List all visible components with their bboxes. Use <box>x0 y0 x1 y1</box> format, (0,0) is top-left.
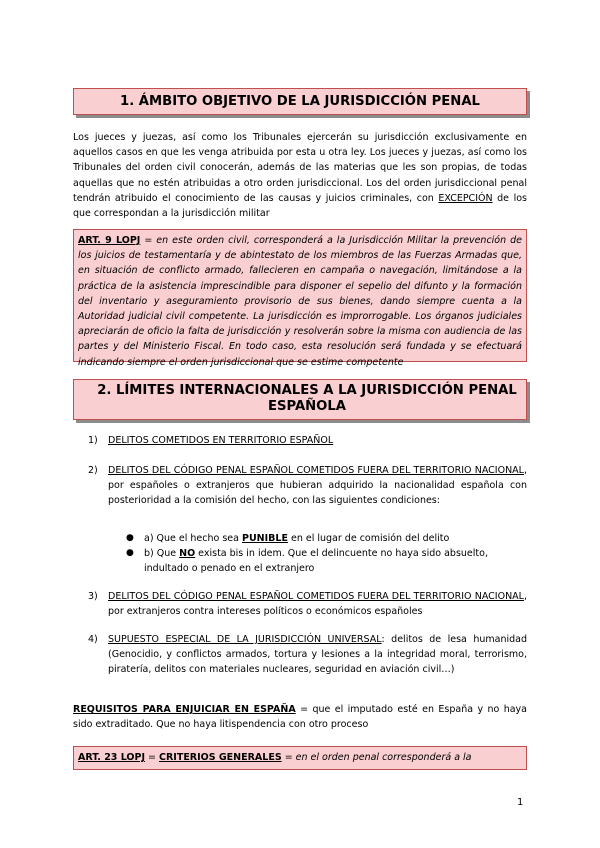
list-item-4 <box>108 632 527 678</box>
bullet-b-text-end: exista bis in idem. Que el delincuente no haya sido absuelto, indultado o penado en el extranjero <box>144 548 488 575</box>
section-1-heading-text: 1. ÁMBITO OBJETIVO DE LA JURISDICCIÓN PENAL <box>120 94 480 109</box>
requisitos-paragraph <box>73 702 527 732</box>
list-number-3: 3) <box>88 591 98 602</box>
requisitos-text: = que el imputado esté en España y no haya sido extraditado. Que no haya litispendencia con otro proceso <box>73 704 527 731</box>
list-item-3-text: , por extranjeros contra intereses políticos o económicos españoles <box>108 591 527 618</box>
bullet-a-keyword: PUNIBLE <box>242 533 288 544</box>
section-1-paragraph <box>73 130 527 221</box>
art-23-label: ART. 23 LOPJ <box>78 752 146 763</box>
list-item-1-title: DELITOS COMETIDOS EN TERRITORIO ESPAÑOL <box>108 435 334 446</box>
paragraph-text-end: de los que correspondan a la jurisdicción militar <box>73 192 527 220</box>
art-23-equals: = <box>145 752 160 763</box>
list-number-2: 2) <box>88 465 98 476</box>
list-item-1 <box>108 433 527 448</box>
bullet-b-keyword: NO <box>179 548 196 559</box>
list-item-2 <box>108 463 527 509</box>
keyword-excepcion: EXCEPCIÓN <box>438 192 493 204</box>
list-number-1: 1) <box>88 435 98 446</box>
bullet-icon-b: ● <box>126 548 134 558</box>
list-item-3 <box>108 589 527 619</box>
section-2-heading <box>73 379 527 420</box>
criterios-generales-label: CRITERIOS GENERALES <box>159 752 282 763</box>
list-item-4-title: SUPUESTO ESPECIAL DE LA JURISDICCIÓN UNIVERSAL <box>108 634 382 645</box>
bullet-icon-a: ● <box>126 533 134 543</box>
list-item-4-text: : delitos de lesa humanidad (Genocidio, y conflictos armados, tortura y lesiones a la integridad moral, terrorismo, piratería, delitos con materiales nucleares, seguridad en aviación civil…) <box>108 634 527 676</box>
page-number: 1 <box>517 797 524 808</box>
section-2-heading-text: 2. LÍMITES INTERNACIONALES A LA JURISDICCIÓN PENAL ESPAÑOLA <box>97 383 517 414</box>
art-23-text: = en el orden penal corresponderá a la <box>281 752 472 763</box>
list-item-2-text: , por españoles o extranjeros que hubieran adquirido la nacionalidad española con posterioridad a la comisión del hecho, con las siguientes condiciones: <box>108 465 527 507</box>
section-1-heading <box>73 88 527 115</box>
art-9-label: ART. 9 LOPJ <box>78 235 141 246</box>
bullet-a-text-start: a) Que el hecho sea <box>144 533 242 544</box>
art-23-lopj-box <box>73 746 527 770</box>
list-item-3-title: DELITOS DEL CÓDIGO PENAL ESPAÑOL COMETIDOS FUERA DEL TERRITORIO NACIONAL <box>108 591 524 602</box>
art-9-lopj-box <box>73 229 527 368</box>
requisitos-label: REQUISITOS PARA ENJUICIAR EN ESPAÑA <box>73 704 296 715</box>
art-9-text: = en este orden civil, corresponderá a la Jurisdicción Militar la prevención de los juicios de testamentaría y de abintestato de los miembros de las Fuerzas Armadas que, en situación de conflicto armado, fallecieren en campaña o navegación, limitándose a la práctica de la asistencia imprescindible para disponer el sepelio del difunto y la formación del inventario y aseguramiento provisorio de sus bienes, dando siempre cuenta a la Autoridad judicial civil competente. La jurisdicción es improrrogable. Los órganos judiciales apreciarán de oficio la falta de jurisdicción y resolverán sobre la misma con audiencia de las partes y del Ministerio Fiscal. En todo caso, esta resolución será fundada y se efectuará indicando siempre el orden jurisdiccional que se estime competente <box>78 235 523 368</box>
bullet-item-b <box>144 546 527 576</box>
bullet-b-text-start: b) Que <box>144 548 180 559</box>
bullet-item-a <box>144 531 527 546</box>
list-item-2-title: DELITOS DEL CÓDIGO PENAL ESPAÑOL COMETIDOS FUERA DEL TERRITORIO NACIONAL <box>108 465 524 476</box>
bullet-a-text-end: en el lugar de comisión del delito <box>287 533 450 544</box>
list-number-4: 4) <box>88 634 98 645</box>
paragraph-text-start: Los jueces y juezas, así como los Tribunales ejercerán su jurisdicción exclusivamente en aquellos casos en que les venga atribuida por esta u otra ley. Los jueces y juezas, así como los Tribunales del orden civil conocerán, además de las materias que les son propias, de todas aquellas que no estén atribuidas a otro orden jurisdiccional. Los del orden jurisdiccional penal tendrán atribuido el conocimiento de las causas y juicios criminales, con <box>73 132 527 204</box>
